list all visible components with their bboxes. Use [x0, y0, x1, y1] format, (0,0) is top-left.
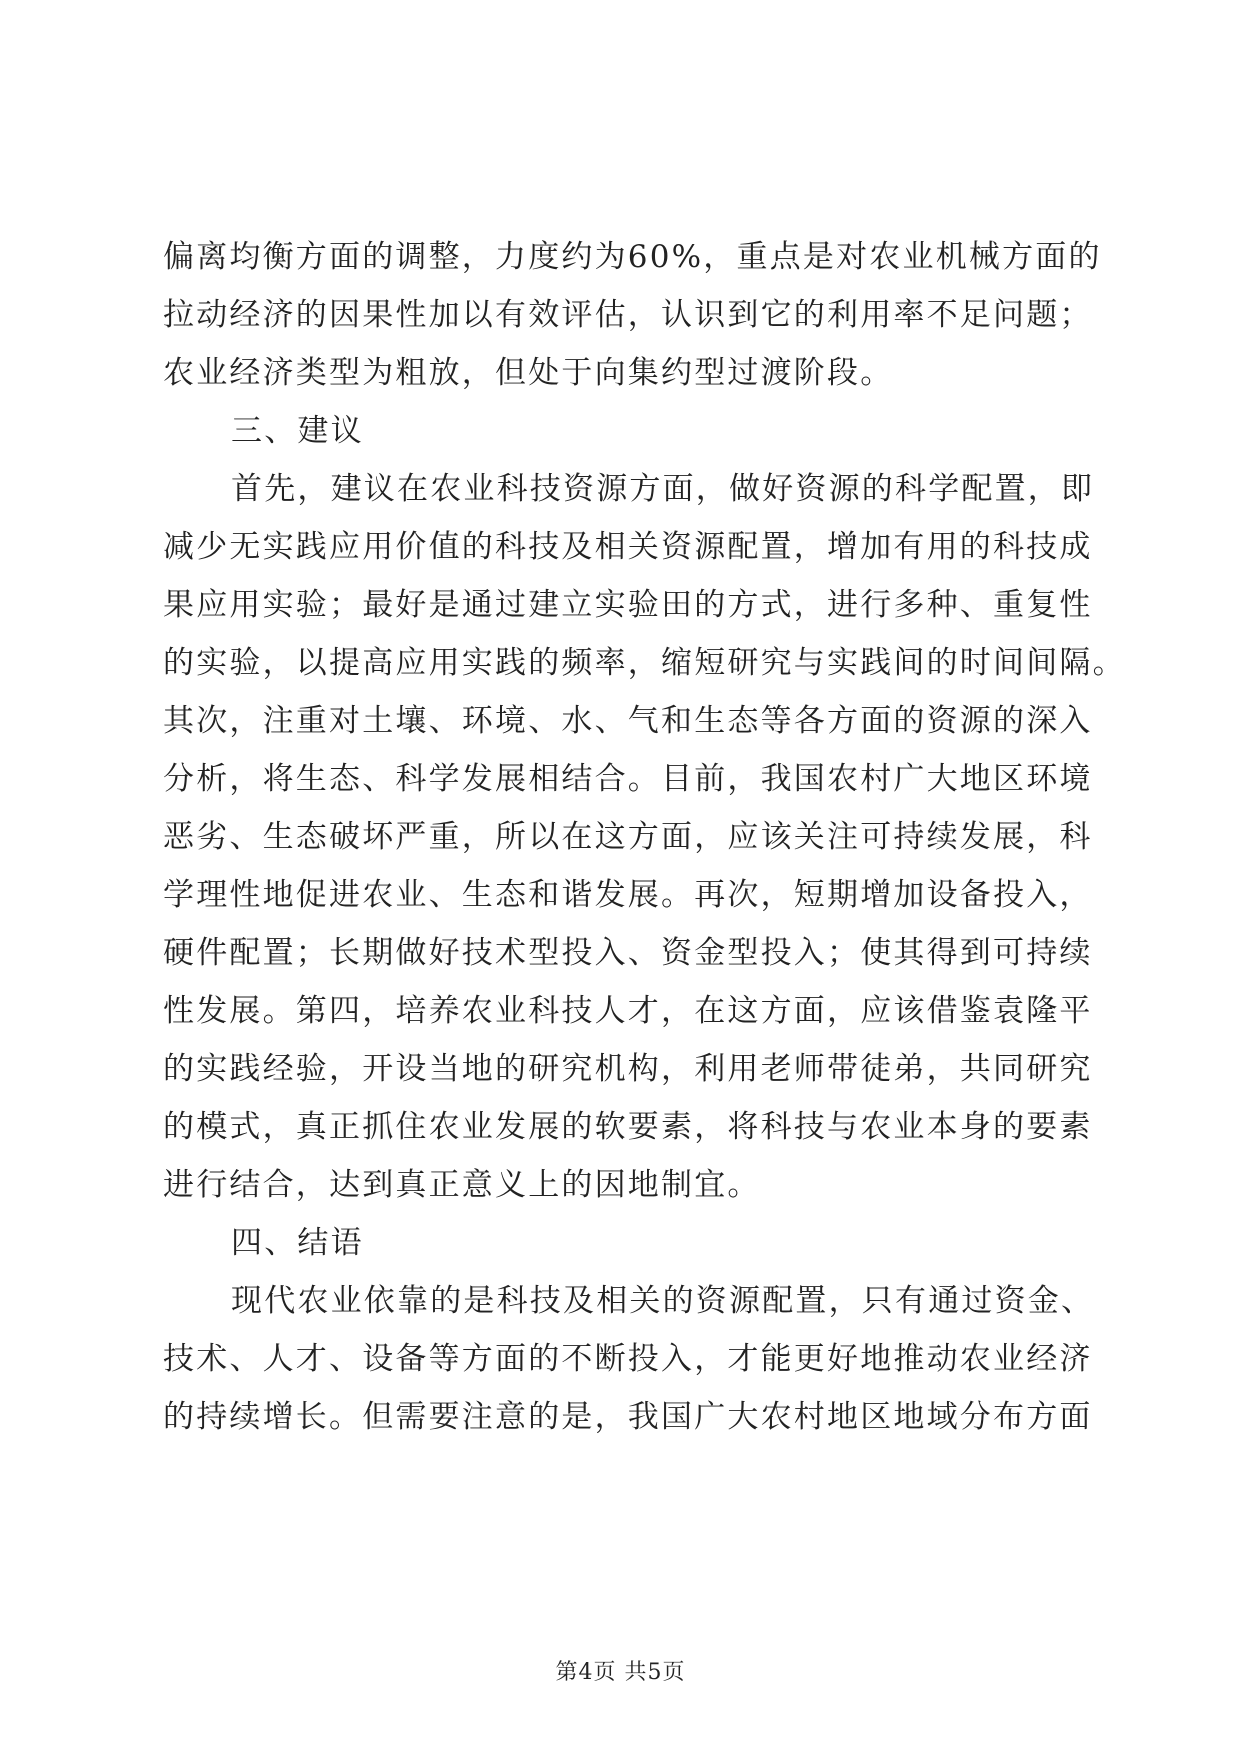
- body-line: 恶劣、生态破坏严重，所以在这方面，应该关注可持续发展，科: [163, 819, 1093, 855]
- body-line: 的实验，以提高应用实践的频率，缩短研究与实践间的时间间隔。: [163, 645, 1126, 681]
- body-line: 果应用实验；最好是通过建立实验田的方式，进行多种、重复性: [163, 587, 1093, 623]
- body-line: 进行结合，达到真正意义上的因地制宜。: [163, 1167, 761, 1203]
- body-line: 性发展。第四，培养农业科技人才，在这方面，应该借鉴袁隆平: [163, 993, 1093, 1029]
- body-line: 农业经济类型为粗放，但处于向集约型过渡阶段。: [163, 355, 894, 391]
- body-line: 学理性地促进农业、生态和谐发展。再次，短期增加设备投入，: [163, 877, 1093, 913]
- body-line: 的持续增长。但需要注意的是，我国广大农村地区地域分布方面: [163, 1399, 1093, 1435]
- body-line: 的模式，真正抓住农业发展的软要素，将科技与农业本身的要素: [163, 1109, 1093, 1145]
- body-line: 现代农业依靠的是科技及相关的资源配置，只有通过资金、: [231, 1283, 1095, 1319]
- body-line: 首先，建议在农业科技资源方面，做好资源的科学配置，即: [231, 471, 1095, 507]
- body-line: 技术、人才、设备等方面的不断投入，才能更好地推动农业经济: [163, 1341, 1093, 1377]
- body-line: 的实践经验，开设当地的研究机构，利用老师带徒弟，共同研究: [163, 1051, 1093, 1087]
- body-line: 减少无实践应用价值的科技及相关资源配置，增加有用的科技成: [163, 529, 1093, 565]
- body-line: 偏离均衡方面的调整，力度约为60%，重点是对农业机械方面的: [163, 239, 1102, 275]
- body-line: 分析，将生态、科学发展相结合。目前，我国农村广大地区环境: [163, 761, 1093, 797]
- body-line: 拉动经济的因果性加以有效评估，认识到它的利用率不足问题；: [163, 297, 1093, 333]
- section-heading-suggestions: 三、建议: [231, 413, 364, 449]
- document-body: [163, 228, 1126, 1446]
- section-heading-conclusion: 四、结语: [231, 1225, 364, 1261]
- body-line: 其次，注重对土壤、环境、水、气和生态等各方面的资源的深入: [163, 703, 1093, 739]
- body-line: 硬件配置；长期做好技术型投入、资金型投入；使其得到可持续: [163, 935, 1093, 971]
- page-number-footer: 第4页 共5页: [555, 1660, 686, 1685]
